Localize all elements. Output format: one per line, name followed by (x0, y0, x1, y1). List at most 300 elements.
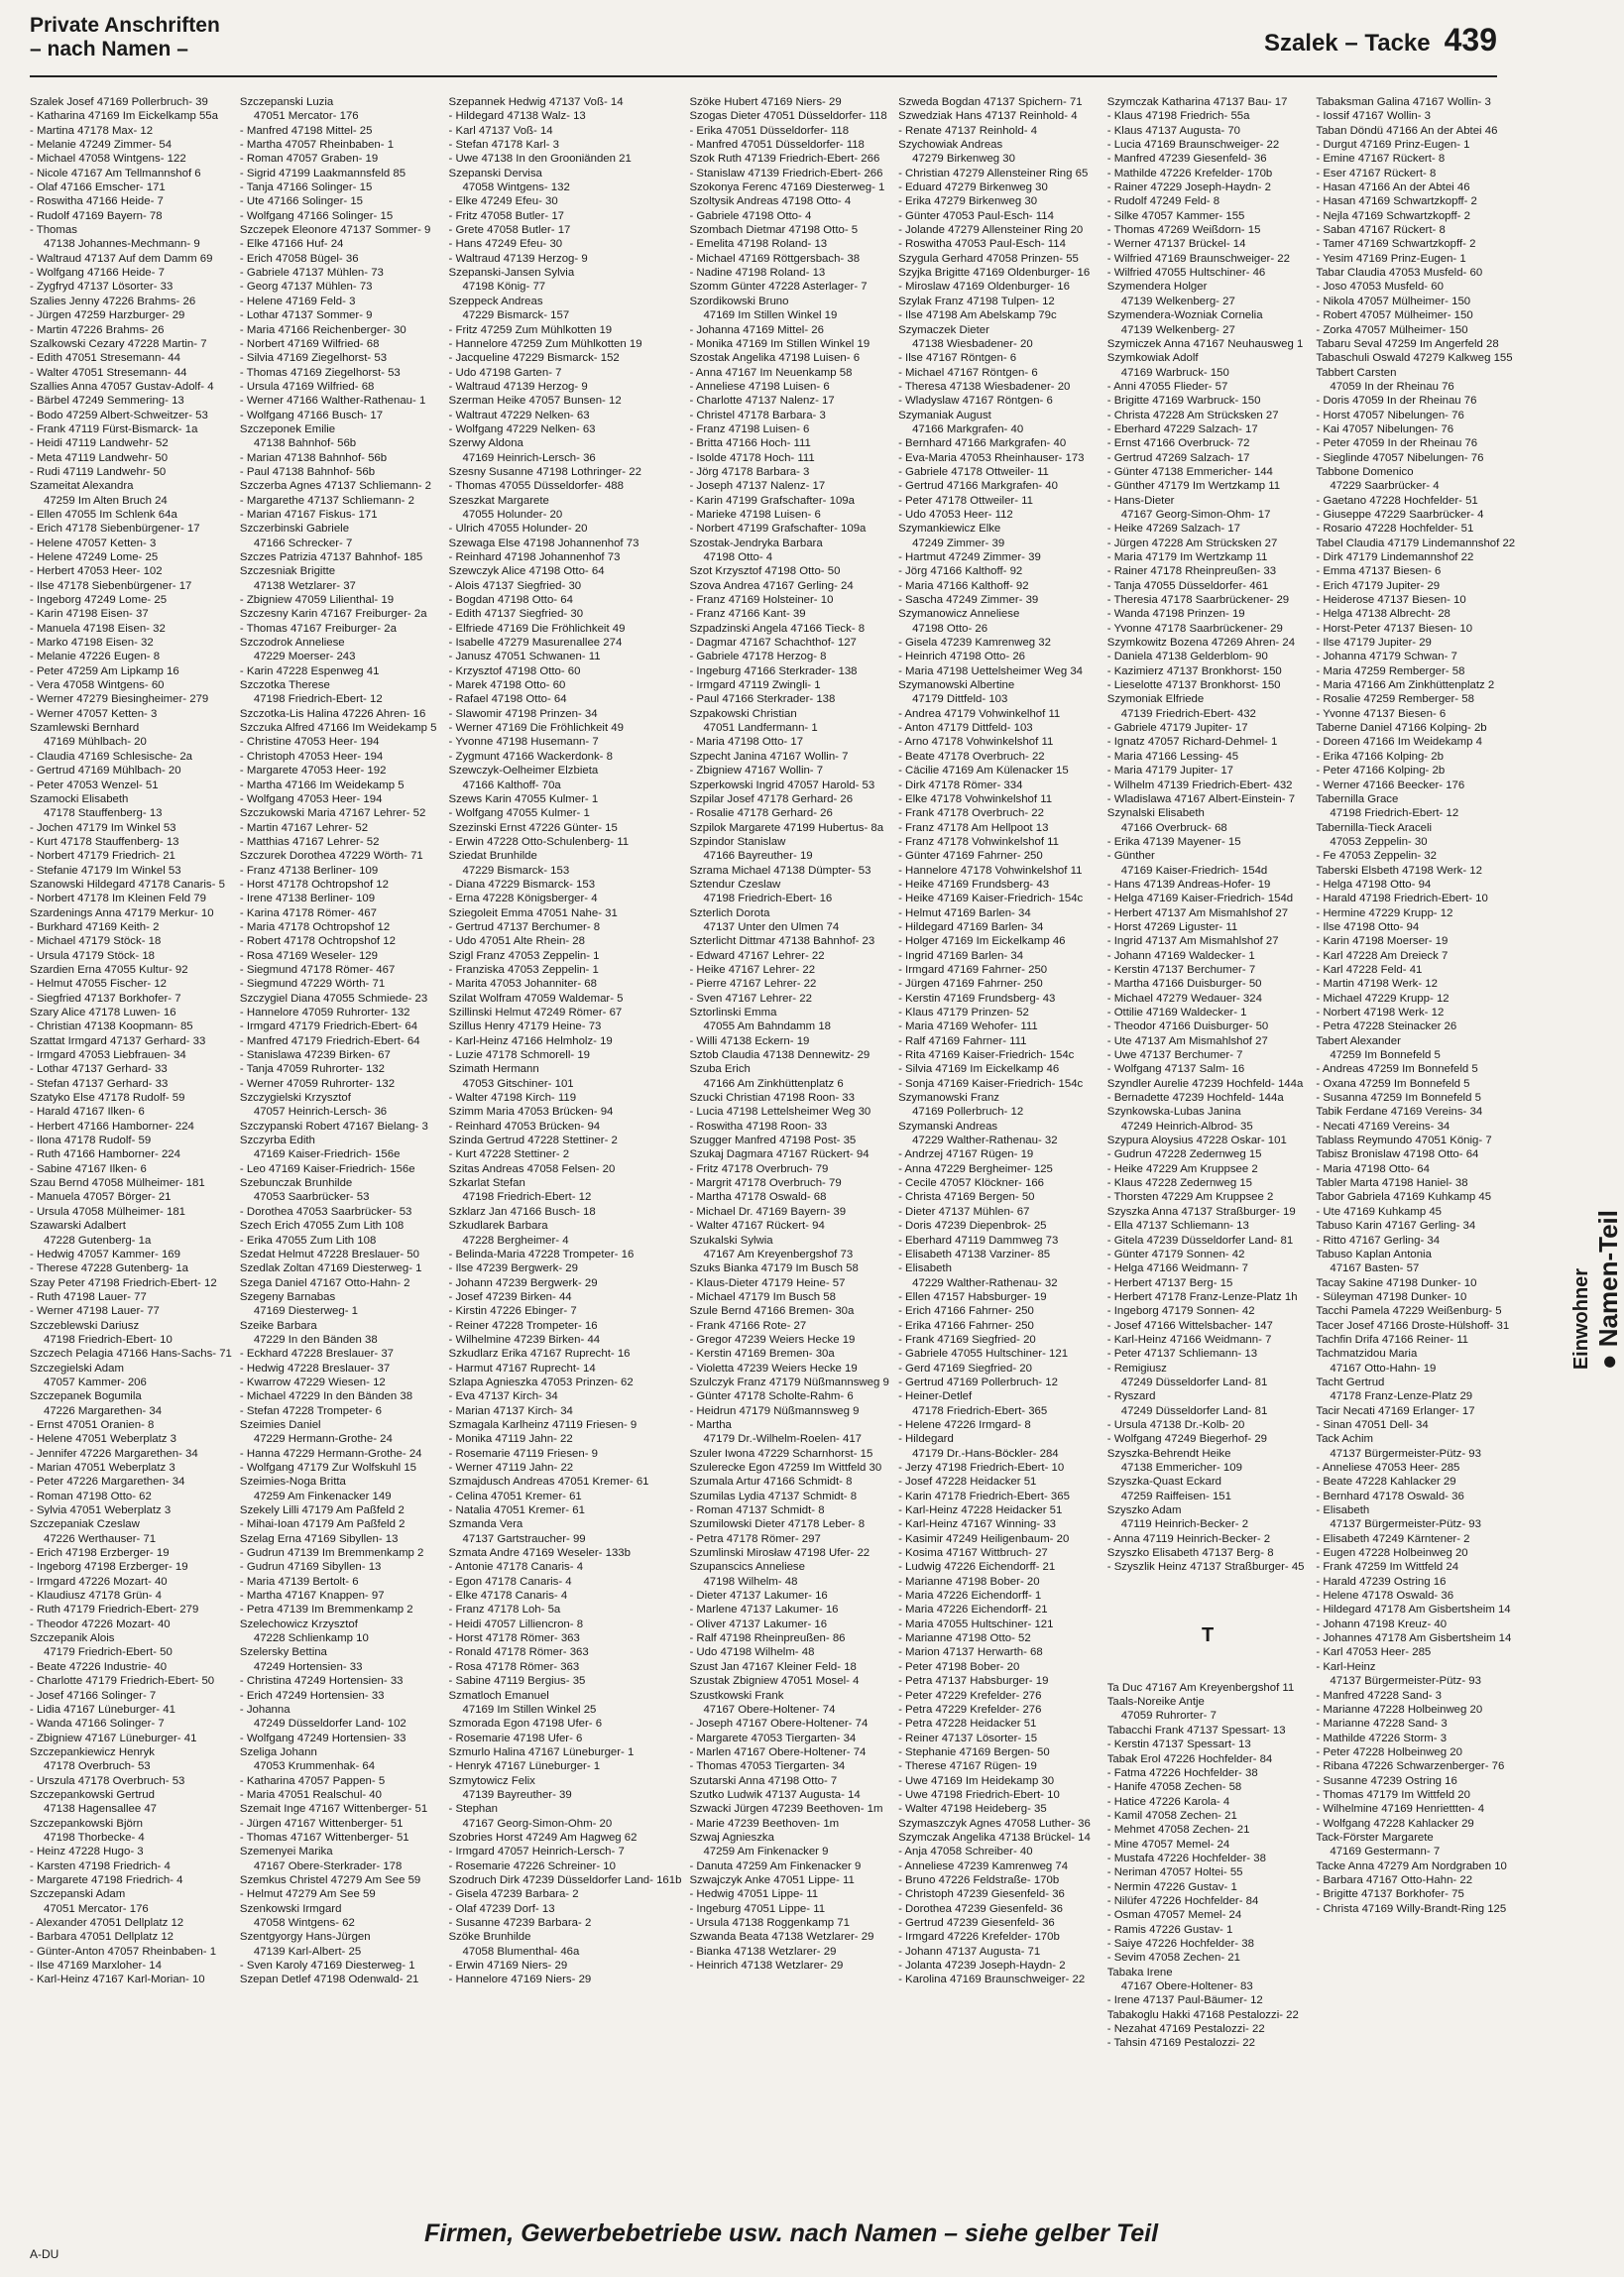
directory-entry: 47198 Friedrich-Ebert- 12 (253, 693, 383, 706)
directory-entry: Szczurek Dorothea 47229 Wörth- 71 (239, 850, 423, 863)
directory-entry: - Roswitha 47166 Heide- 7 (30, 195, 164, 208)
directory-entry: 47139 Karl-Albert- 25 (253, 1945, 362, 1958)
directory-entry: Szymankiewicz Elke (898, 523, 1001, 536)
header-range (1264, 22, 1497, 59)
directory-entry: - Erich 47166 Fahrner- 250 (898, 1305, 1034, 1318)
directory-entry: - Marlen 47167 Obere-Holtener- 74 (689, 1745, 867, 1758)
directory-entry: - Margarete 47053 Tiergarten- 34 (689, 1732, 857, 1744)
directory-entry: - Gabriele 47198 Otto- 4 (689, 209, 812, 222)
directory-entry: - Martin 47226 Brahms- 26 (30, 323, 165, 336)
directory-entry: Szokonya Ferenc 47169 Diesterweg- 1 (689, 181, 885, 194)
directory-entry: - Heinrich 47198 Otto- 26 (898, 651, 1025, 663)
directory-entry: 47059 Ruhrorter- 7 (1120, 1710, 1217, 1723)
directory-entry: Szczepanski Luzia (239, 96, 334, 108)
directory-entry: Szule Bernd 47166 Bremen- 30a (689, 1305, 855, 1318)
directory-entry: Szust Jan 47167 Kleiner Feld- 18 (689, 1660, 857, 1673)
directory-entry: - Kasimir 47249 Heiligenbaum- 20 (898, 1532, 1070, 1545)
directory-entry: Szordikowski Bruno (689, 295, 789, 307)
directory-entry: Szwajczyk Anke 47051 Lippe- 11 (689, 1873, 855, 1886)
directory-entry: Taals-Noreike Antje (1106, 1696, 1205, 1709)
directory-entry: - Ilse 47239 Bergwerk- 29 (448, 1262, 578, 1275)
directory-entry: - Christina 47249 Hortensien- 33 (239, 1675, 404, 1688)
directory-column (30, 95, 232, 2202)
directory-entry: - Ribana 47226 Schwarzenberger- 76 (1316, 1760, 1505, 1773)
directory-entry: - Mathilde 47226 Krefelder- 170b (1106, 167, 1273, 180)
directory-entry: - Tahsin 47169 Pestalozzi- 22 (1106, 2037, 1255, 2050)
directory-entry: - Petra 47228 Steinacker 26 (1316, 1020, 1457, 1033)
directory-entry: - Hanna 47229 Hermann-Grothe- 24 (239, 1447, 422, 1460)
directory-entry: - Rosa 47178 Römer- 363 (448, 1660, 580, 1673)
directory-entry: - Gisela 47239 Barbara- 2 (448, 1888, 579, 1901)
directory-entry: - Karin 47198 Eisen- 37 (30, 608, 149, 621)
directory-entry: Szewaga Else 47198 Johannenhof 73 (448, 537, 639, 549)
directory-entry: Szuler Iwona 47229 Scharnhorst- 15 (689, 1447, 873, 1460)
directory-entry: - Ursula 47138 Dr.-Kolb- 20 (1106, 1418, 1245, 1431)
page-number: 439 (1444, 22, 1497, 58)
directory-entry: - Frank 47178 Overbruch- 22 (898, 807, 1044, 820)
directory-entry: Szczes Patrizia 47137 Bahnhof- 185 (239, 551, 423, 563)
directory-entry: Szewczyk Alice 47198 Otto- 64 (448, 565, 605, 578)
directory-entry: - Heidi 47119 Landwehr- 52 (30, 437, 169, 450)
directory-entry: Szegeny Barnabas (239, 1290, 336, 1303)
directory-entry: - Martha 47057 Rheinbaben- 1 (239, 139, 395, 152)
directory-entry: Szewczyk-Oelheimer Elzbieta (448, 765, 599, 778)
directory-entry: - Gisela 47239 Kamrenweg 32 (898, 637, 1051, 650)
directory-entry: - Wolfgang 47249 Biegerhof- 29 (1106, 1433, 1267, 1446)
directory-columns (30, 95, 1517, 2202)
directory-entry: Szardien Erna 47055 Kultur- 92 (30, 963, 188, 976)
directory-entry: Szterlicht Dittmar 47138 Bahnhof- 23 (689, 935, 875, 948)
directory-entry: - Martha 47178 Oswald- 68 (689, 1191, 827, 1204)
directory-entry: 47169 Gestermann- 7 (1330, 1846, 1441, 1858)
directory-entry: - Werner 47137 Brückel- 14 (1106, 238, 1246, 251)
directory-entry: Szawarski Adalbert (30, 1220, 126, 1233)
directory-entry: - Isolde 47178 Hoch- 111 (689, 451, 815, 464)
directory-entry: - Irmgard 47057 Heinrich-Lersch- 7 (448, 1846, 625, 1858)
directory-entry: - Maria 47226 Eichendorff- 1 (898, 1590, 1042, 1603)
directory-entry: - Marian 47138 Bahnhof- 56b (239, 451, 388, 464)
directory-entry: - Fe 47053 Zeppelin- 32 (1316, 850, 1437, 863)
directory-entry: 47198 Thorbecke- 4 (44, 1831, 145, 1844)
directory-entry: - Christoph 47053 Heer- 194 (239, 750, 384, 763)
directory-entry: - Ursula 47058 Mülheimer- 181 (30, 1205, 186, 1218)
directory-entry: - Marion 47137 Herwarth- 68 (898, 1646, 1043, 1659)
directory-entry: Tachmatzidou Maria (1316, 1348, 1418, 1361)
directory-entry: Szmytowicz Felix (448, 1774, 535, 1787)
directory-entry: - Herbert 47137 Am Mismahlshof 27 (1106, 906, 1289, 919)
directory-entry: Szczygiel Diana 47055 Schmiede- 23 (239, 992, 428, 1005)
directory-entry: - Ellen 47055 Im Schlenk 64a (30, 508, 177, 521)
directory-entry: Szukalski Sylwia (689, 1234, 773, 1247)
directory-entry: - Antonie 47178 Canaris- 4 (448, 1561, 584, 1574)
directory-entry: - Lothar 47137 Sommer- 9 (239, 309, 373, 322)
directory-entry: Tabakoglu Hakki 47168 Pestalozzi- 22 (1106, 2008, 1299, 2021)
directory-entry: - Werner 47119 Jahn- 22 (448, 1462, 574, 1474)
directory-entry: Szwanda Beata 47138 Wetzlarer- 29 (689, 1931, 874, 1944)
directory-entry: - Karl-Heinz 47167 Karl-Morian- 10 (30, 1974, 205, 1986)
directory-entry: Tabaksman Galina 47167 Wollin- 3 (1316, 96, 1491, 108)
directory-entry: - Walter 47051 Stresemann- 44 (30, 366, 187, 379)
directory-entry: 47226 Margarethen- 34 (44, 1404, 163, 1417)
directory-entry: - Arno 47178 Vohwinkelshof 11 (898, 736, 1054, 749)
directory-entry: - Ludwig 47226 Eichendorff- 21 (898, 1561, 1056, 1574)
directory-entry: - Hannelore 47059 Ruhrorter- 132 (239, 1007, 410, 1019)
directory-entry: 47198 Friedrich-Ebert- 12 (462, 1191, 592, 1204)
directory-entry: - Hedwig 47051 Lippe- 11 (689, 1888, 819, 1901)
directory-entry: Tabar Claudia 47053 Musfeld- 60 (1316, 267, 1483, 280)
directory-entry: - Brigitte 47169 Warbruck- 150 (1106, 395, 1261, 408)
directory-entry: - Klaus 47137 Augusta- 70 (1106, 124, 1240, 137)
directory-entry: - Ryszard (1106, 1390, 1156, 1403)
directory-entry: - Margarete 47053 Heer- 192 (239, 765, 387, 778)
directory-entry: - Nadine 47198 Roland- 13 (689, 267, 826, 280)
directory-entry: - Karl-Heinz 47166 Weidmann- 7 (1106, 1333, 1272, 1346)
directory-entry: Szwacki Jürgen 47239 Beethoven- 1m (689, 1803, 883, 1816)
directory-entry: - Harald 47239 Ostring 16 (1316, 1575, 1447, 1588)
directory-entry: Szymczak Angelika 47138 Brückel- 14 (898, 1831, 1091, 1844)
directory-entry: Szpecht Janina 47167 Wollin- 7 (689, 750, 849, 763)
directory-entry: Szerman Heike 47057 Bunsen- 12 (448, 395, 622, 408)
directory-entry: Szypura Aloysius 47228 Oskar- 101 (1106, 1135, 1287, 1147)
directory-entry: 47053 Saarbrücker- 53 (253, 1191, 370, 1204)
directory-entry: - Slawomir 47198 Prinzen- 34 (448, 707, 598, 720)
directory-entry: - Erwin 47228 Otto-Schulenberg- 11 (448, 835, 630, 848)
directory-entry: - Ingrid 47137 Am Mismahlshof 27 (1106, 935, 1279, 948)
directory-entry: 47228 Schlienkamp 10 (253, 1632, 369, 1645)
directory-entry: - Rosalie 47259 Remberger- 58 (1316, 693, 1474, 706)
directory-entry: - Jürgen 47167 Wittenberger- 51 (239, 1817, 404, 1830)
directory-entry: - Martha 47166 Duisburger- 50 (1106, 978, 1262, 991)
directory-entry: - Hanife 47058 Zechen- 58 (1106, 1781, 1242, 1794)
directory-entry: - Gudrun 47139 Im Bremmenkamp 2 (239, 1547, 424, 1560)
directory-entry: - Martha (689, 1418, 732, 1431)
directory-entry: - Eva 47137 Kirch- 34 (448, 1390, 558, 1403)
directory-entry: Szpakowski Christian (689, 707, 797, 720)
directory-entry: - Hannelore 47259 Zum Mühlkotten 19 (448, 337, 642, 350)
directory-entry: - Maria 47166 Lessing- 45 (1106, 750, 1239, 763)
directory-entry: - Saiye 47226 Hochfelder- 38 (1106, 1937, 1254, 1950)
directory-entry: - Rosalie 47178 Gerhard- 26 (689, 807, 833, 820)
directory-entry: - Wanda 47198 Prinzen- 19 (1106, 608, 1245, 621)
directory-entry: - Udo 47198 Garten- 7 (448, 366, 562, 379)
directory-entry: Ta Duc 47167 Am Kreyenbergshof 11 (1106, 1681, 1295, 1694)
directory-column (1316, 95, 1517, 2202)
directory-entry: 47138 Bahnhof- 56b (253, 437, 357, 450)
directory-entry: - Stephan (448, 1803, 498, 1816)
directory-entry: - Ernst 47051 Oranien- 8 (30, 1418, 155, 1431)
directory-entry: - Roman 47198 Otto- 62 (30, 1490, 152, 1502)
directory-entry: Szattat Irmgard 47137 Gerhard- 33 (30, 1034, 206, 1047)
directory-entry: Szymanowicz Anneliese (898, 608, 1020, 621)
directory-entry: - Horst 47057 Nibelungen- 76 (1316, 409, 1464, 421)
directory-entry: 47138 Wiesbadener- 20 (912, 337, 1033, 350)
directory-entry: - Gertrud 47169 Pollerbruch- 12 (898, 1376, 1058, 1388)
directory-entry: Szerwy Aldona (448, 437, 523, 450)
directory-entry: - Klaus 47179 Prinzen- 52 (898, 1007, 1029, 1019)
directory-entry: Szymaniak August (898, 409, 991, 421)
directory-entry: - Janusz 47051 Schwanen- 11 (448, 651, 601, 663)
directory-entry: - Fritz 47058 Butler- 17 (448, 209, 565, 222)
directory-entry: - Wolfgang 47166 Busch- 17 (239, 409, 384, 421)
directory-entry: - Therese 47228 Gutenberg- 1a (30, 1262, 188, 1275)
directory-entry: - Eva-Maria 47053 Rheinhauser- 173 (898, 451, 1085, 464)
directory-entry: - Günter 47179 Sonnen- 42 (1106, 1248, 1245, 1260)
directory-entry: - Franz 47138 Berliner- 109 (239, 864, 379, 877)
directory-entry: Szutko Ludwik 47137 Augusta- 14 (689, 1788, 861, 1801)
directory-entry: - Yesim 47169 Prinz-Eugen- 1 (1316, 252, 1466, 265)
directory-entry: - Dirk 47178 Römer- 334 (898, 779, 1023, 791)
directory-entry: - Günter 47178 Scholte-Rahm- 6 (689, 1390, 854, 1403)
directory-entry: - Ilse 47198 Am Abelskamp 79c (898, 309, 1057, 322)
directory-entry: - Hans-Dieter (1106, 494, 1175, 507)
directory-entry: - Bernhard 47178 Oswald- 36 (1316, 1490, 1464, 1502)
directory-entry: Szemait Inge 47167 Wittenberger- 51 (239, 1803, 428, 1816)
directory-entry: - Herbert 47178 Franz-Lenze-Platz 1h (1106, 1290, 1298, 1303)
directory-entry: - Ursula 47179 Stöck- 18 (30, 949, 155, 962)
directory-entry: - Kerstin 47137 Berchumer- 7 (1106, 963, 1256, 976)
directory-entry: Szmagala Karlheinz 47119 Friesen- 9 (448, 1418, 638, 1431)
directory-entry: Szemkus Christel 47279 Am See 59 (239, 1873, 421, 1886)
directory-entry: - Maria 47226 Eichendorff- 21 (898, 1604, 1048, 1617)
directory-entry: - Petra 47178 Römer- 297 (689, 1532, 821, 1545)
directory-entry: - Emma 47137 Biesen- 6 (1316, 565, 1442, 578)
directory-entry: Szymoniak Elfriede (1106, 693, 1205, 706)
directory-entry: - Franz 47178 Am Hellpoot 13 (898, 821, 1049, 834)
directory-entry: - Eberhard 47229 Salzach- 17 (1106, 422, 1258, 435)
directory-entry: - Karl 47228 Am Dreieck 7 (1316, 949, 1449, 962)
directory-column (689, 95, 890, 2202)
directory-column (1107, 95, 1309, 2202)
directory-entry: 47259 Am Finkenacker 149 (253, 1490, 392, 1502)
directory-entry: 47198 Friedrich-Ebert- 16 (703, 893, 833, 905)
directory-entry: Szczeponek Emilie (239, 422, 336, 435)
directory-entry: Szulczyk Franz 47179 Nüßmannsweg 9 (689, 1376, 889, 1388)
directory-entry: - Elisabeth 47249 Kärntener- 2 (1316, 1532, 1470, 1545)
directory-entry: Szodruch Dirk 47239 Düsseldorfer Land- 161b (448, 1873, 682, 1886)
directory-entry: - Gertrud 47137 Berchumer- 8 (448, 920, 601, 933)
directory-entry: Sziedat Brunhilde (448, 850, 537, 863)
directory-entry: - Fatma 47226 Hochfelder- 38 (1106, 1766, 1258, 1779)
directory-entry: Szemenyei Marika (239, 1846, 333, 1858)
directory-entry: - Lothar 47137 Gerhard- 33 (30, 1063, 168, 1076)
directory-entry: Szczyrba Edith (239, 1135, 315, 1147)
directory-entry: - Gerd 47169 Siegfried- 20 (898, 1362, 1032, 1375)
directory-entry: - Günter 47169 Fahrner- 250 (898, 850, 1043, 863)
directory-entry: - Helene 47057 Ketten- 3 (30, 537, 157, 549)
directory-entry: - Heiner-Detlef (898, 1390, 973, 1403)
directory-entry: - Wolfgang 47166 Heide- 7 (30, 267, 165, 280)
directory-entry: Szklarz Jan 47166 Busch- 18 (448, 1205, 596, 1218)
directory-entry: - Christa 47169 Bergen- 50 (898, 1191, 1035, 1204)
directory-entry: - Dorothea 47239 Giesenfeld- 36 (898, 1902, 1063, 1915)
directory-entry: Szmajdusch Andreas 47051 Kremer- 61 (448, 1476, 649, 1489)
directory-entry: - Thomas (30, 224, 77, 237)
directory-entry: - Ella 47137 Schliemann- 13 (1106, 1220, 1249, 1233)
directory-entry: Szczepankowski Gertrud (30, 1788, 155, 1801)
directory-entry: - Peter 47166 Kolping- 2b (1316, 765, 1446, 778)
directory-entry: - Claudia 47169 Schlesische- 2a (30, 750, 192, 763)
directory-entry: - Nicole 47167 Am Tellmannshof 6 (30, 167, 201, 180)
directory-entry: - Günter 47053 Paul-Esch- 114 (898, 209, 1054, 222)
directory-column (240, 95, 441, 2202)
directory-entry: - Marian 47051 Weberplatz 3 (30, 1462, 175, 1474)
directory-entry: - Elisabeth (898, 1262, 952, 1275)
directory-entry: - Barbara 47051 Dellplatz 12 (30, 1931, 174, 1944)
directory-entry: - Ernst 47166 Overbruck- 72 (1106, 437, 1250, 450)
directory-entry: - Christian 47279 Allensteiner Ring 65 (898, 167, 1089, 180)
directory-entry: - Hildegard 47178 Am Gisbertsheim 14 (1316, 1604, 1511, 1617)
directory-entry: - Doris 47239 Diepenbrok- 25 (898, 1220, 1047, 1233)
directory-entry: Sztorlinski Emma (689, 1007, 777, 1019)
directory-entry: - Oliver 47137 Lakumer- 16 (689, 1618, 828, 1630)
directory-entry: - Irmgard 47169 Fahrner- 250 (898, 963, 1048, 976)
directory-entry: - Stanislaw 47139 Friedrich-Ebert- 266 (689, 167, 883, 180)
directory-entry: - Wilhelmine 47239 Birken- 44 (448, 1333, 601, 1346)
directory-entry: Szczepaniak Czeslaw (30, 1518, 140, 1531)
directory-entry: Szitas Andreas 47058 Felsen- 20 (448, 1162, 616, 1175)
directory-entry: - Manuela 47198 Eisen- 32 (30, 622, 166, 635)
directory-entry: - Theodor 47166 Duisburger- 50 (1106, 1020, 1269, 1033)
directory-entry: Szepan Detlef 47198 Odenwald- 21 (239, 1974, 419, 1986)
directory-entry: - Melanie 47249 Zimmer- 54 (30, 139, 173, 152)
footer-tag: A-DU (30, 2247, 59, 2261)
directory-entry: - Marita 47053 Johanniter- 68 (448, 978, 597, 991)
directory-entry: - Udo 47198 Wilhelm- 48 (689, 1646, 815, 1659)
directory-entry: - Hildegard (898, 1433, 954, 1446)
directory-entry: - Karolina 47169 Braunschweiger- 22 (898, 1974, 1086, 1986)
directory-entry (1107, 1666, 1309, 1680)
directory-entry: - Peter 47178 Ottweiler- 11 (898, 494, 1034, 507)
directory-entry: - Christa 47228 Am Strücksken 27 (1106, 409, 1279, 421)
directory-entry: - Stanislawa 47239 Birken- 67 (239, 1049, 391, 1062)
directory-entry: - Saban 47167 Rückert- 8 (1316, 224, 1446, 237)
directory-entry: - Gabriele 47179 Jupiter- 17 (1106, 722, 1248, 735)
directory-entry: Tabaka Irene (1106, 1966, 1173, 1978)
directory-entry: Szkudlarz Erika 47167 Ruprecht- 16 (448, 1348, 631, 1361)
directory-entry: - Siegmund 47229 Wörth- 71 (239, 978, 386, 991)
directory-entry: Szczepanik Alois (30, 1632, 115, 1645)
directory-entry: - Giuseppe 47229 Saarbrücker- 4 (1316, 508, 1484, 521)
directory-entry: Sztendur Czeslaw (689, 878, 781, 891)
directory-entry: - Mustafa 47226 Hochfelder- 38 (1106, 1852, 1266, 1864)
directory-entry: - Werner 47166 Beecker- 176 (1316, 779, 1465, 791)
directory-entry: Szimm Maria 47053 Brücken- 94 (448, 1106, 614, 1119)
directory-entry: Szczerba Agnes 47137 Schliemann- 2 (239, 480, 432, 493)
directory-entry: Tabisz Bronislaw 47198 Otto- 64 (1316, 1148, 1479, 1161)
directory-entry: - Eckhard 47228 Breslauer- 37 (239, 1348, 395, 1361)
directory-entry: - Celina 47051 Kremer- 61 (448, 1490, 582, 1502)
directory-entry: - Emelita 47198 Roland- 13 (689, 238, 828, 251)
directory-entry: - Karina 47178 Römer- 467 (239, 906, 377, 919)
directory-entry: - Anna 47167 Im Neuenkamp 58 (689, 366, 853, 379)
directory-entry: Szumilas Lydia 47137 Schmidt- 8 (689, 1490, 858, 1502)
directory-entry: - Wolfgang 47229 Nelken- 63 (448, 422, 596, 435)
directory-entry: - Margarete 47198 Friedrich- 4 (30, 1873, 183, 1886)
directory-entry: - Waltraut 47229 Nelken- 63 (448, 409, 590, 421)
directory-entry: - Cäcilie 47169 Am Külenacker 15 (898, 765, 1069, 778)
directory-entry: Tabor Gabriela 47169 Kuhkamp 45 (1316, 1191, 1492, 1204)
header-title-line2: – nach Namen – (30, 38, 188, 60)
directory-entry: 47138 Hagensallee 47 (44, 1803, 158, 1816)
directory-entry: - Marieke 47198 Luisen- 6 (689, 508, 821, 521)
directory-entry: - Karsten 47198 Friedrich- 4 (30, 1859, 171, 1872)
directory-entry: Szekely Lilli 47179 Am Paßfeld 2 (239, 1504, 405, 1517)
directory-entry: - Ronald 47178 Römer- 363 (448, 1646, 589, 1659)
directory-entry: - Osman 47057 Memel- 24 (1106, 1909, 1242, 1922)
directory-entry: - Rudolf 47169 Bayern- 78 (30, 209, 163, 222)
directory-entry: - Ritto 47167 Gerling- 34 (1316, 1234, 1441, 1247)
directory-entry: - Erich 47179 Jupiter- 29 (1316, 579, 1441, 592)
directory-entry: Szepanski Dervisa (448, 167, 542, 180)
directory-entry: - Bogdan 47198 Otto- 64 (448, 594, 573, 607)
directory-entry: 47179 Dr.-Wilhelm-Roelen- 417 (703, 1433, 862, 1446)
directory-entry: - Urszula 47178 Overbruch- 53 (30, 1774, 185, 1787)
directory-entry: - Manfred 47228 Sand- 3 (1316, 1689, 1443, 1702)
directory-entry: - Reinhard 47053 Brücken- 94 (448, 1120, 601, 1133)
directory-entry: - Neriman 47057 Holtei- 55 (1106, 1866, 1243, 1879)
directory-entry: - Oxana 47259 Im Bonnefeld 5 (1316, 1077, 1470, 1090)
directory-entry: 47059 In der Rheinau 76 (1330, 380, 1454, 393)
directory-entry: Szmata Andre 47169 Weseler- 133b (448, 1547, 631, 1560)
directory-entry: - Elke 47178 Canaris- 4 (448, 1590, 568, 1603)
directory-entry: Szumlinski Mirosław 47198 Ufer- 22 (689, 1547, 870, 1560)
directory-entry: - Erika 47051 Düsseldorfer- 118 (689, 124, 850, 137)
directory-entry: - Martin 47198 Werk- 12 (1316, 978, 1438, 991)
directory-entry: - Edith 47137 Siegfried- 30 (448, 608, 584, 621)
directory-entry: - Nilüfer 47226 Hochfelder- 84 (1106, 1894, 1259, 1907)
directory-entry: Szczukowski Maria 47167 Lehrer- 52 (239, 807, 426, 820)
directory-entry: Szylak Franz 47198 Tulpen- 12 (898, 295, 1055, 307)
directory-entry: - Thomas 47269 Weißdorn- 15 (1106, 224, 1261, 237)
directory-entry: 47178 Franz-Lenze-Platz 29 (1330, 1390, 1473, 1403)
directory-entry: Szymczak Katharina 47137 Bau- 17 (1106, 96, 1288, 108)
directory-entry: - Helmut 47055 Fischer- 12 (30, 978, 168, 991)
directory-entry: 47139 Bayreuther- 39 (462, 1788, 572, 1801)
directory-entry: - Erika 47055 Zum Lith 108 (239, 1234, 377, 1247)
directory-entry: - Karin 47199 Grafschafter- 109a (689, 494, 855, 507)
directory-entry: - Hatice 47226 Karola- 4 (1106, 1795, 1230, 1808)
directory-entry: Szamocki Elisabeth (30, 792, 129, 805)
directory-entry: - Ute 47169 Kuhkamp 45 (1316, 1205, 1443, 1218)
directory-entry: - Horst-Peter 47137 Biesen- 10 (1316, 622, 1473, 635)
directory-entry: - Anton 47179 Dittfeld- 103 (898, 722, 1033, 735)
directory-entry: Tabler Marta 47198 Haniel- 38 (1316, 1177, 1468, 1190)
directory-entry: - Gregor 47239 Weiers Hecke 19 (689, 1333, 856, 1346)
directory-entry: 47169 Kaiser-Friedrich- 154d (1120, 864, 1268, 877)
directory-entry: - Sieglinde 47057 Nibelungen- 76 (1316, 451, 1484, 464)
directory-entry: - Harald 47198 Friedrich-Ebert- 10 (1316, 893, 1488, 905)
directory-entry: 47138 Wetzlarer- 37 (253, 579, 356, 592)
directory-entry: 47166 Bayreuther- 19 (703, 850, 813, 863)
directory-entry: - Ignatz 47057 Richard-Dehmel- 1 (1106, 736, 1278, 749)
directory-entry: - Sven 47167 Lehrer- 22 (689, 992, 812, 1005)
directory-entry: Szymendera-Wozniak Cornelia (1106, 309, 1263, 322)
directory-entry: - Heike 47229 Am Kruppsee 2 (1106, 1162, 1258, 1175)
directory-entry: 47229 Bismarck- 153 (462, 864, 570, 877)
directory-entry: - Rosemarie 47119 Friesen- 9 (448, 1447, 598, 1460)
directory-entry: - Peter 47228 Holbeinweg 20 (1316, 1745, 1462, 1758)
directory-entry: - Alois 47137 Siegfried- 30 (448, 579, 582, 592)
directory-entry: - Ute 47137 Am Mismahlshof 27 (1106, 1034, 1268, 1047)
directory-entry: - Johannes 47178 Am Gisbertsheim 14 (1316, 1632, 1512, 1645)
directory-entry: Szok Ruth 47139 Friedrich-Ebert- 266 (689, 153, 880, 166)
page-header (30, 14, 1497, 71)
directory-entry: - Franziska 47053 Zeppelin- 1 (448, 963, 599, 976)
directory-entry: 47229 Moerser- 243 (253, 651, 356, 663)
directory-entry: - Sylvia 47051 Weberplatz 3 (30, 1504, 172, 1517)
directory-entry: - Klaus-Dieter 47179 Heine- 57 (689, 1276, 846, 1289)
directory-entry: Szillus Henry 47179 Heine- 73 (448, 1020, 602, 1033)
